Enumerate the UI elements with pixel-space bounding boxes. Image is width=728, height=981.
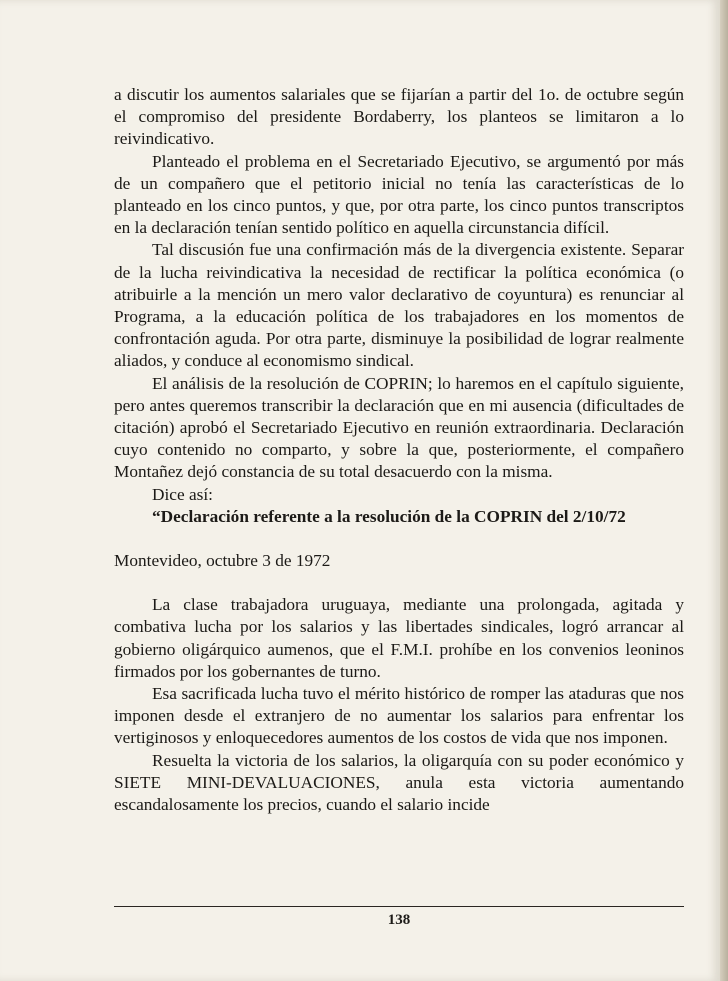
- declaration-date: Montevideo, octubre 3 de 1972: [114, 551, 331, 571]
- page-edge: [720, 0, 728, 981]
- paragraph-discusion: Tal discusión fue una confirmación más de la divergencia existente. Separar de la lucha reivindicativa la necesidad de rectificar la política económica (o atribuirle a la mención un mero valor declarativo de coyuntura) es renunciar al Programa, a la educación política de los trabajadores en los momentos de confrontación aguda. Por otra parte, disminuye la posibilidad de lograr realmente aliados, y conduce al economismo sindical.: [114, 240, 684, 371]
- paragraph-planteado: Planteado el problema en el Secretariado Ejecutivo, se argumentó por más de un compañero que el petitorio inicial no tenía las características de lo planteado en los cinco puntos, y que, por otra parte, los cinco puntos transcriptos en la declaración tenían sentido político en aquella circunstancia difícil.: [114, 151, 684, 238]
- declaration-paragraph-resuelta: Resuelta la victoria de los salarios, la oligarquía con su poder económico y SIETE MINI-DEVALUACIONES, anula esta victoria aumentando escandalosamente los precios, cuando el salario incide: [114, 750, 684, 815]
- declaration-heading: “Declaración referente a la resolución de la COPRIN del 2/10/72: [152, 506, 626, 526]
- paragraph-continuation: a discutir los aumentos salariales que se fijarían a partir del 1o. de octubre según el compromiso del presidente Bordaberry, los planteos se limitaron a lo reivindicativo.: [114, 85, 684, 149]
- paragraph-analisis: El análisis de la resolución de COPRIN; lo haremos en el capítulo siguiente, pero antes queremos transcribir la declaración que en mi ausencia (dificultades de citación) aprobó el Secretariado Ejecutivo en reunión extraordinaria. Declaración cuyo contenido no comparto, y sobre la que, posteriormente, el compañero Montañez dejó constancia de su total desacuerdo con la misma.: [114, 373, 684, 482]
- declaration-paragraph-clase: La clase trabajadora uruguaya, mediante una prolongada, agitada y combativa lucha por los salarios y las libertades sindicales, logró arrancar al gobierno oligárquico aumenos, que el F.M.I. prohíbe en los convenios leoninos firmados por los gobernantes de turno.: [114, 595, 684, 681]
- footer-rule: [114, 906, 684, 907]
- declaration-paragraph-lucha: Esa sacrificada lucha tuvo el mérito histórico de romper las ataduras que nos imponen desde el extranjero de no aumentar los salarios para enfrentar los vertiginosos y enloquecedores aumentos de los costos de vida que nos imponen.: [114, 684, 684, 748]
- body-text: [114, 84, 684, 816]
- paragraph-dice-asi: Dice así:: [152, 484, 213, 504]
- page-number: 138: [387, 912, 411, 928]
